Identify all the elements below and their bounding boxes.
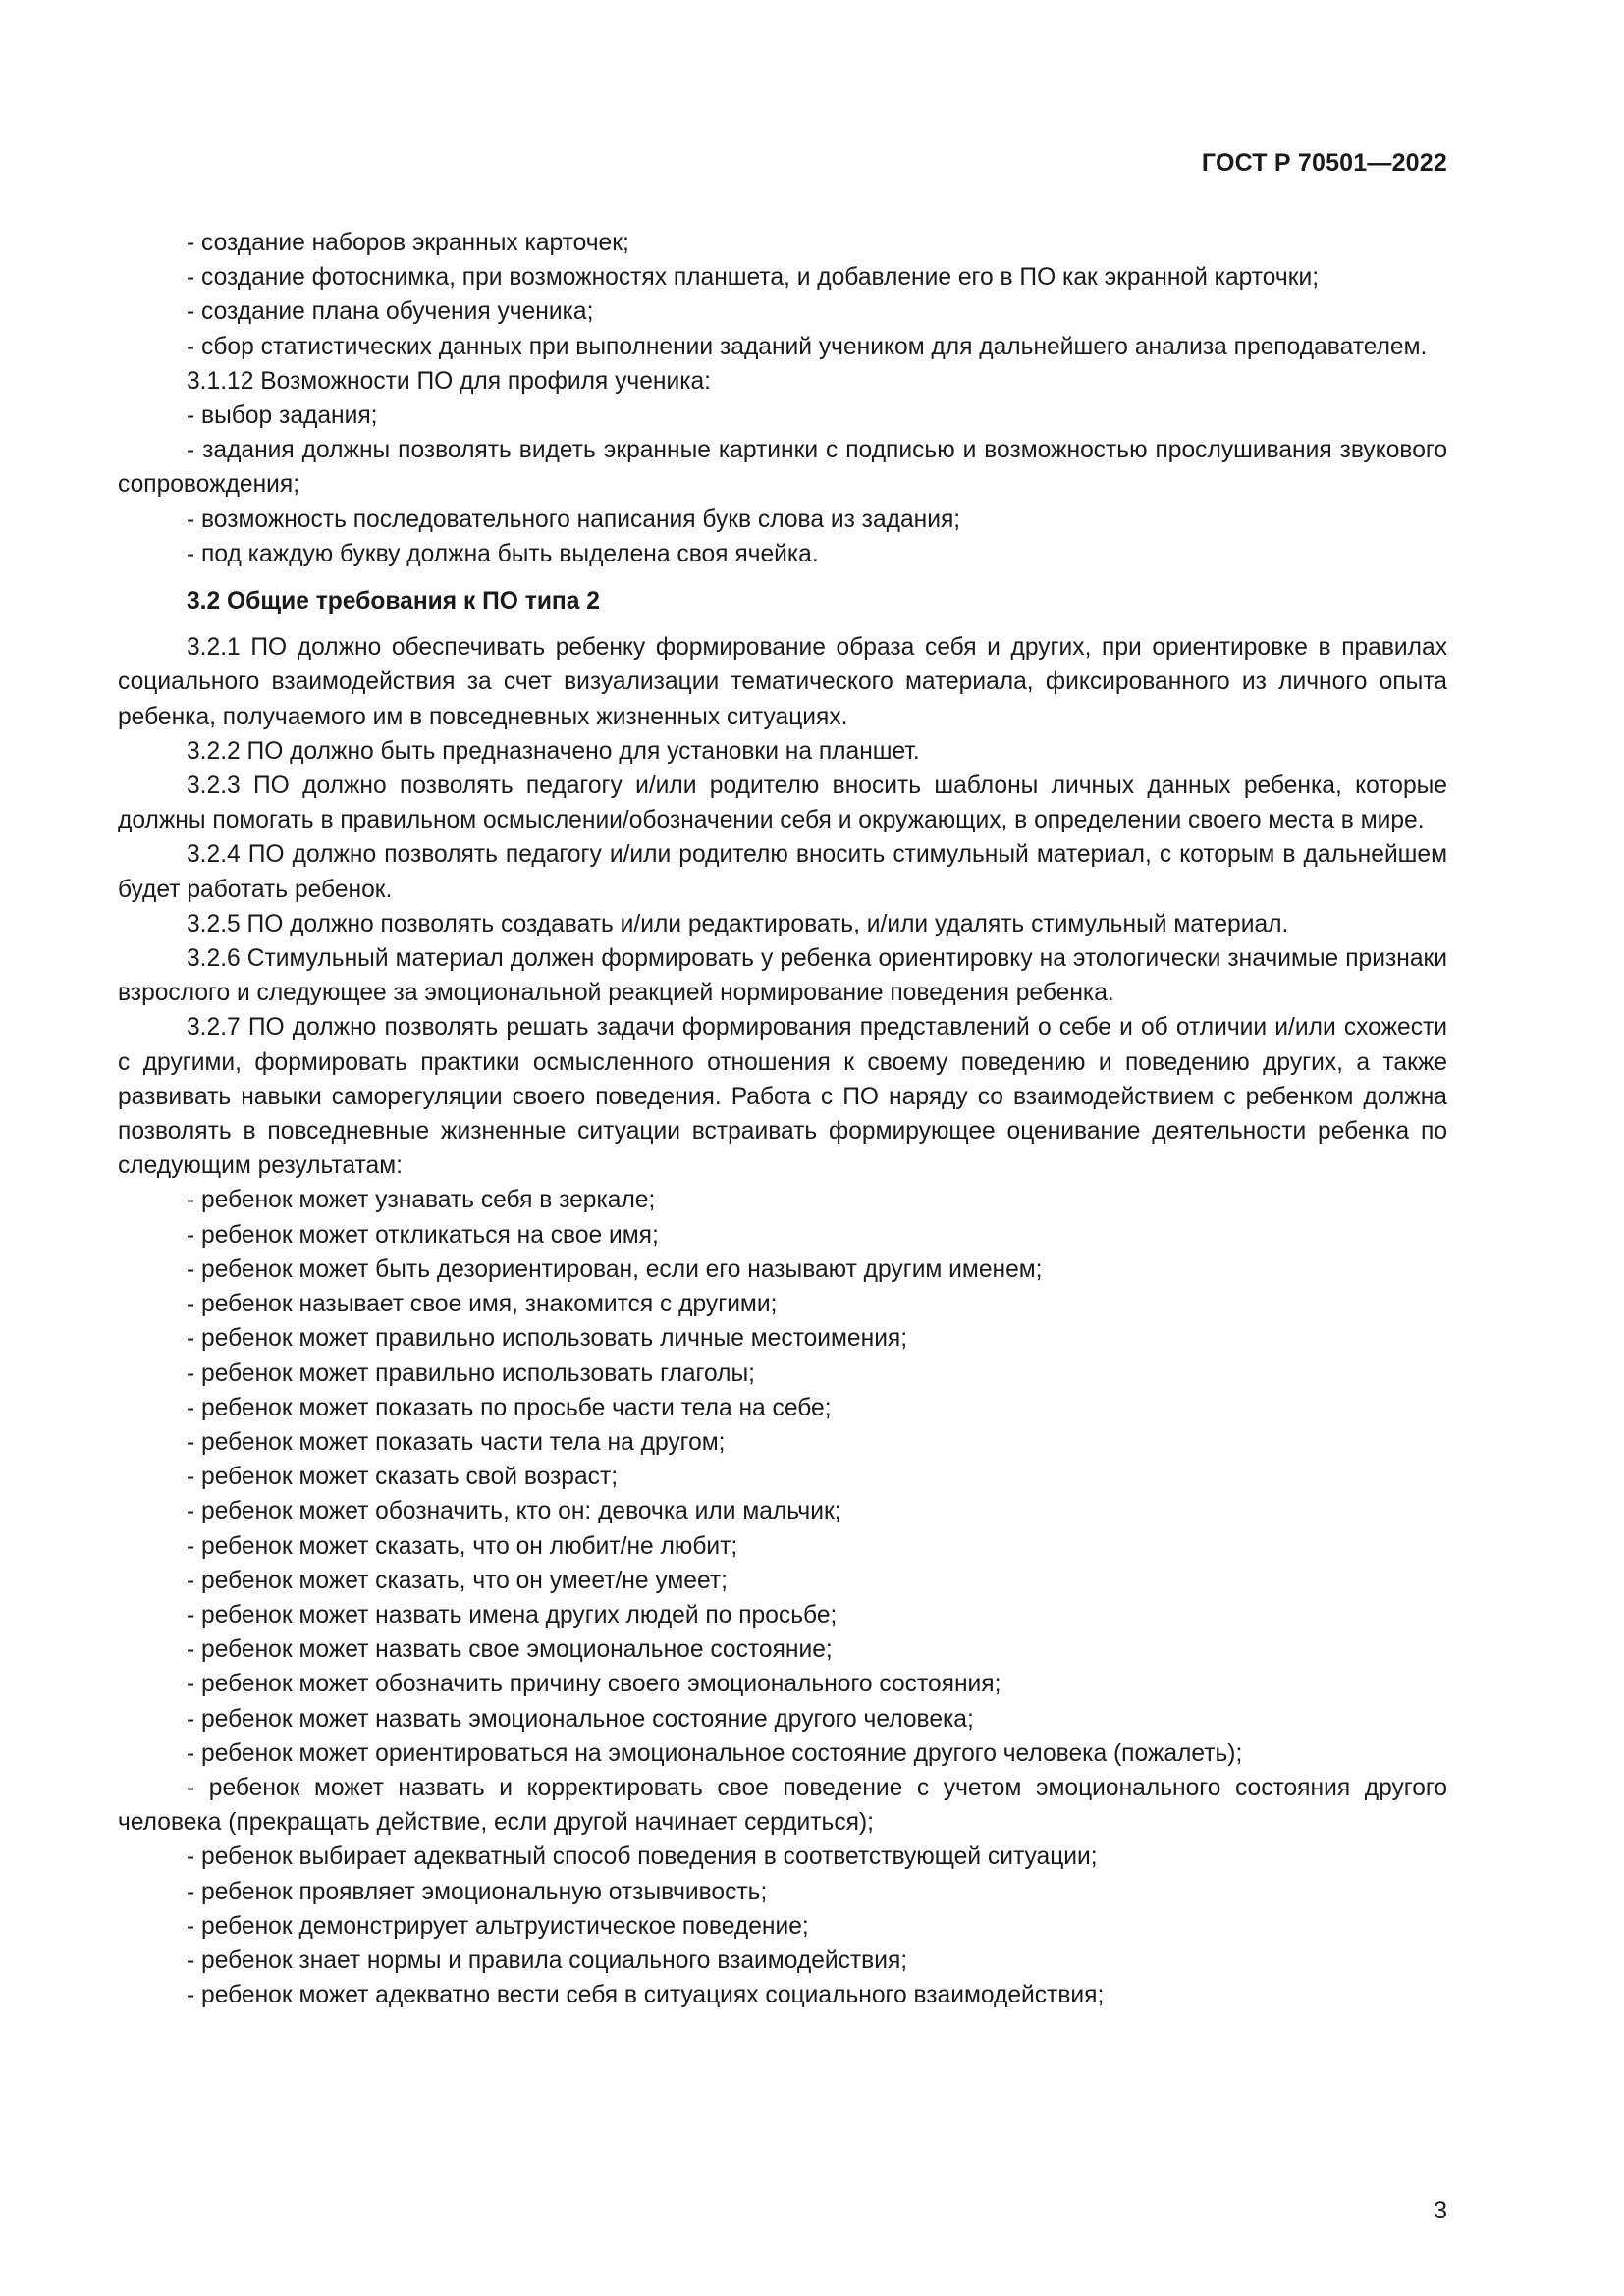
result-item: - ребенок может сказать свой возраст; (187, 1464, 619, 1491)
page-number: 3 (1434, 2197, 1447, 2224)
result-item: - ребенок может быть дезориентирован, если его называют другим именем; (187, 1255, 1043, 1283)
result-item: - ребенок может обозначить, кто он: девочка или мальчик; (187, 1498, 841, 1525)
result-item: - ребенок может правильно использовать глаголы; (187, 1360, 755, 1387)
clause-3-2-1: 3.2.1 ПО должно обеспечивать ребенку формирование образа себя и других, при ориентировке в правилах социального взаимодействия за счет визуализации тематического материала, фиксированного из личного опыта ребенка, получаемого им в повседневных жизненных ситуациях. (118, 634, 1447, 730)
result-item: - ребенок называет свое имя, знакомится с другими; (187, 1291, 778, 1318)
list-item: - создание наборов экранных карточек; (187, 230, 629, 256)
clause-3-1-12: 3.1.12 Возможности ПО для профиля ученика: (187, 367, 712, 395)
clause-3-2-7: 3.2.7 ПО должно позволять решать задачи формирования представлений о себе и об отличии и/или схожести с другими, формировать практики осмысленного отношения к своему поведению и поведению других, а также развивать навыки саморегуляции своего поведения. Работа с ПО наряду со взаимодействием с ребенком должна позволять в повседневные жизненные ситуации встраивать формирующее оценивание деятельности ребенка по следующим результатам: (118, 1014, 1447, 1180)
result-item: - ребенок знает нормы и правила социального взаимодействия; (187, 1947, 908, 1974)
result-item: - ребенок может назвать имена других людей по просьбе; (187, 1601, 838, 1629)
list-item: - задания должны позволять видеть экранные картинки с подписью и возможностью прослушивания звукового сопровождения; (118, 437, 1447, 499)
result-item: - ребенок может назвать свое эмоциональное состояние; (187, 1636, 833, 1664)
result-item: - ребенок может показать части тела на другом; (187, 1428, 726, 1456)
result-item: - ребенок может назвать и корректировать свое поведение с учетом эмоционального состояния другого человека (прекращать действие, если другой начинает сердиться); (118, 1774, 1447, 1837)
result-item: - ребенок может назвать эмоциональное состояние другого человека; (187, 1705, 974, 1733)
result-item: - ребенок может откликаться на свое имя; (187, 1221, 659, 1249)
result-item: - ребенок может ориентироваться на эмоциональное состояние другого человека (пожалеть); (187, 1739, 1243, 1767)
result-item: - ребенок может узнавать себя в зеркале; (187, 1187, 656, 1214)
clause-3-2-6: 3.2.6 Стимульный материал должен формировать у ребенка ориентировку на этологически значимые признаки взрослого и следующее за эмоциональной реакцией нормирование поведения ребенка. (118, 945, 1447, 1007)
list-item: - создание фотоснимка, при возможностях планшета, и добавление его в ПО как экранной карточки; (187, 264, 1320, 292)
clause-3-2-3: 3.2.3 ПО должно позволять педагогу и/или родителю вносить шаблоны личных данных ребенка, которые должны помогать в правильном осмыслении/обозначении себя и окружающих, в определении своего места в мире. (118, 773, 1447, 834)
result-item: - ребенок может показать по просьбе части тела на себе; (187, 1394, 832, 1421)
clause-3-2-5: 3.2.5 ПО должно позволять создавать и/или редактировать, и/или удалять стимульный материал. (187, 910, 1289, 937)
result-item: - ребенок может правильно использовать личные местоимения; (187, 1325, 908, 1353)
result-item: - ребенок может обозначить причину своего эмоционального состояния; (187, 1671, 1001, 1698)
list-item: - выбор задания; (187, 402, 378, 430)
clause-3-2-2: 3.2.2 ПО должно быть предназначено для установки на планшет. (187, 737, 920, 765)
section-heading-3-2: 3.2 Общие требования к ПО типа 2 (187, 588, 600, 615)
result-item: - ребенок демонстрирует альтруистическое поведение; (187, 1912, 809, 1940)
result-item: - ребенок может сказать, что он любит/не любит; (187, 1532, 738, 1560)
list-item: - под каждую букву должна быть выделена своя ячейка. (187, 540, 819, 567)
result-item: - ребенок проявляет эмоциональную отзывчивость; (187, 1878, 768, 1905)
result-item: - ребенок может сказать, что он умеет/не умеет; (187, 1567, 728, 1594)
document-body (118, 226, 1447, 2012)
clause-3-2-4: 3.2.4 ПО должно позволять педагогу и/или родителю вносить стимульный материал, с которым в дальнейшем будет работать ребенок. (118, 841, 1447, 903)
document-code: ГОСТ Р 70501—2022 (1201, 149, 1447, 177)
result-item: - ребенок может адекватно вести себя в ситуациях социального взаимодействия; (187, 1982, 1105, 2009)
list-item: - сбор статистических данных при выполнении заданий учеником для дальнейшего анализа преподавателем. (187, 333, 1428, 360)
list-item: - возможность последовательного написания букв слова из задания; (187, 506, 961, 533)
result-item: - ребенок выбирает адекватный способ поведения в соответствующей ситуации; (187, 1843, 1098, 1871)
list-item: - создание плана обучения ученика; (187, 298, 594, 326)
